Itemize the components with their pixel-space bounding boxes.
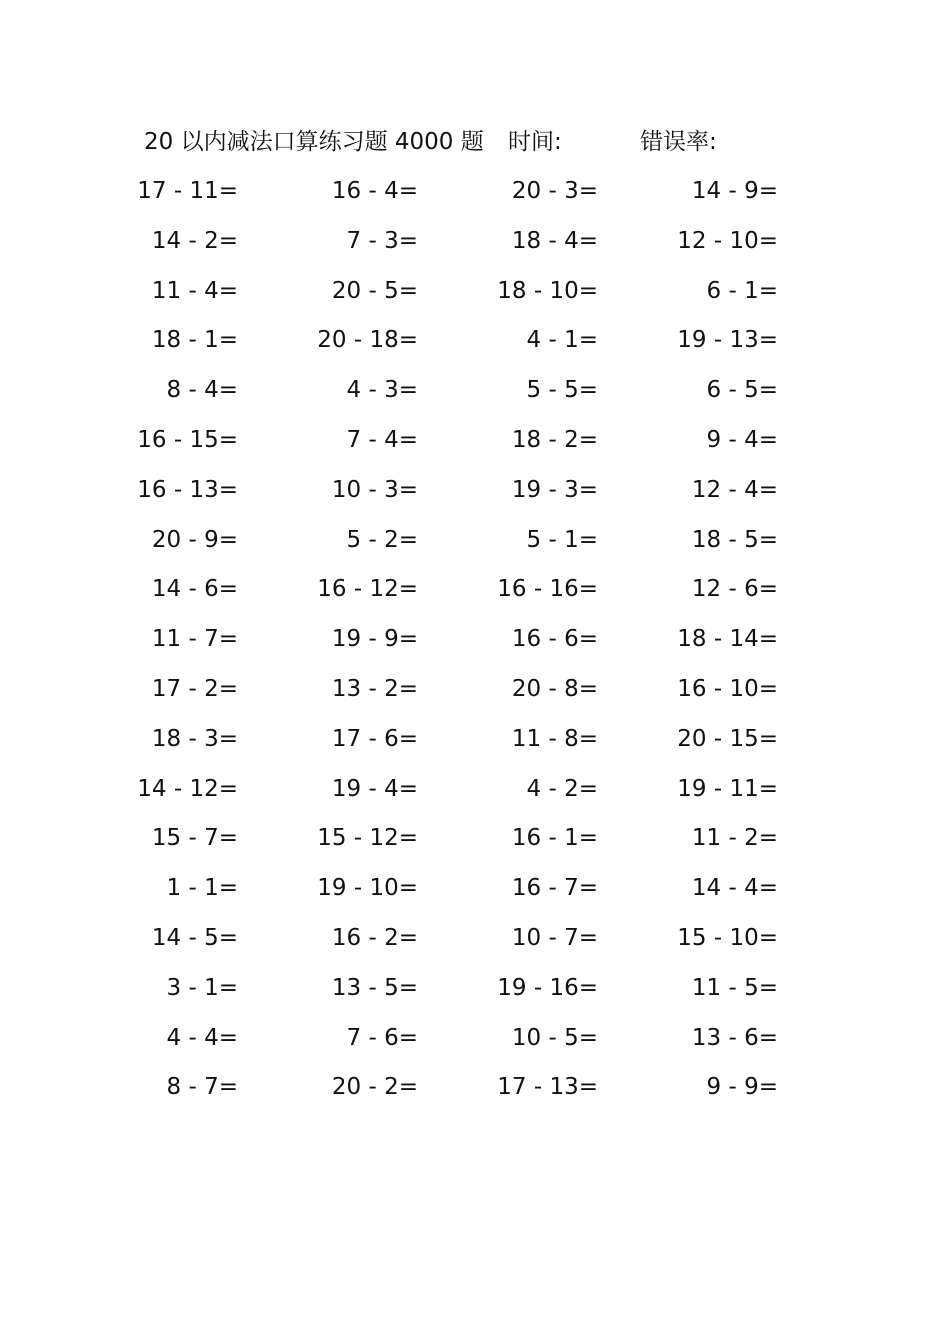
- problem-cell: 4 - 3=: [346, 377, 418, 404]
- problem-cell: 19 - 16=: [497, 974, 598, 1001]
- problem-row: [0, 1020, 950, 1070]
- problem-cell: 16 - 7=: [511, 875, 598, 902]
- problem-cell: 16 - 10=: [677, 675, 778, 702]
- problem-cell: 10 - 7=: [511, 924, 598, 951]
- problem-row: [0, 970, 950, 1020]
- problem-row: [0, 920, 950, 970]
- problem-cell: 16 - 4=: [331, 178, 418, 204]
- problem-cell: 11 - 7=: [151, 626, 238, 653]
- problem-row: [0, 173, 950, 223]
- problem-row: [0, 671, 950, 721]
- problem-cell: 18 - 10=: [497, 277, 598, 304]
- problem-cell: 17 - 13=: [497, 1074, 598, 1101]
- problem-cell: 5 - 1=: [526, 526, 598, 553]
- problem-cell: 13 - 6=: [691, 1024, 778, 1051]
- worksheet-header: [0, 124, 950, 160]
- problem-cell: 4 - 1=: [526, 327, 598, 354]
- problem-cell: 8 - 7=: [166, 1074, 238, 1101]
- problem-cell: 14 - 12=: [137, 775, 238, 802]
- problem-cell: 6 - 1=: [706, 277, 778, 304]
- problem-row: [0, 621, 950, 671]
- problem-cell: 12 - 10=: [677, 227, 778, 254]
- problem-cell: 10 - 3=: [331, 476, 418, 503]
- problem-cell: 11 - 2=: [691, 825, 778, 852]
- problem-cell: 12 - 4=: [691, 476, 778, 503]
- problem-cell: 14 - 4=: [691, 875, 778, 902]
- problem-cell: 11 - 8=: [511, 725, 598, 752]
- problem-row: [0, 771, 950, 821]
- problem-cell: 16 - 6=: [511, 626, 598, 653]
- problem-cell: 16 - 1=: [511, 825, 598, 852]
- problem-row: [0, 223, 950, 273]
- problem-row: [0, 322, 950, 372]
- problem-cell: 17 - 11=: [137, 178, 238, 204]
- problem-cell: 19 - 9=: [331, 626, 418, 653]
- problem-cell: 5 - 5=: [526, 377, 598, 404]
- problem-cell: 20 - 8=: [511, 675, 598, 702]
- problem-cell: 11 - 4=: [151, 277, 238, 304]
- problem-cell: 16 - 12=: [317, 576, 418, 603]
- problem-row: [0, 820, 950, 870]
- problem-cell: 17 - 6=: [331, 725, 418, 752]
- problem-row: [0, 472, 950, 522]
- problem-cell: 12 - 6=: [691, 576, 778, 603]
- problem-cell: 13 - 5=: [331, 974, 418, 1001]
- problem-cell: 18 - 2=: [511, 426, 598, 453]
- problem-row: [0, 870, 950, 920]
- problem-cell: 16 - 15=: [137, 426, 238, 453]
- problem-row: [0, 1069, 950, 1119]
- problem-cell: 18 - 14=: [677, 626, 778, 653]
- problem-cell: 5 - 2=: [346, 526, 418, 553]
- worksheet-title: 20 以内减法口算练习题 4000 题: [144, 129, 484, 155]
- problem-cell: 18 - 4=: [511, 227, 598, 254]
- problem-row: [0, 571, 950, 621]
- problem-cell: 9 - 4=: [706, 426, 778, 453]
- problem-cell: 4 - 4=: [166, 1024, 238, 1051]
- problem-cell: 20 - 3=: [511, 178, 598, 204]
- problem-cell: 20 - 5=: [331, 277, 418, 304]
- problem-cell: 9 - 9=: [706, 1074, 778, 1101]
- problem-row: [0, 522, 950, 572]
- problem-cell: 18 - 1=: [151, 327, 238, 354]
- problem-cell: 20 - 15=: [677, 725, 778, 752]
- problem-cell: 15 - 10=: [677, 924, 778, 951]
- problem-row: [0, 273, 950, 323]
- problem-cell: 18 - 5=: [691, 526, 778, 553]
- problem-cell: 16 - 2=: [331, 924, 418, 951]
- time-label: 时间:: [508, 129, 562, 155]
- problem-cell: 7 - 6=: [346, 1024, 418, 1051]
- problem-cell: 1 - 1=: [166, 875, 238, 902]
- problem-cell: 17 - 2=: [151, 675, 238, 702]
- problem-cell: 11 - 5=: [691, 974, 778, 1001]
- problem-cell: 6 - 5=: [706, 377, 778, 404]
- problem-row: [0, 372, 950, 422]
- problem-cell: 18 - 3=: [151, 725, 238, 752]
- problem-cell: 14 - 2=: [151, 227, 238, 254]
- problem-cell: 14 - 9=: [691, 178, 778, 204]
- problem-cell: 4 - 2=: [526, 775, 598, 802]
- problem-cell: 13 - 2=: [331, 675, 418, 702]
- problem-cell: 10 - 5=: [511, 1024, 598, 1051]
- error-rate-label: 错误率:: [640, 129, 717, 155]
- problem-cell: 7 - 3=: [346, 227, 418, 254]
- problem-cell: 20 - 9=: [151, 526, 238, 553]
- problem-cell: 3 - 1=: [166, 974, 238, 1001]
- problem-cell: 19 - 13=: [677, 327, 778, 354]
- problem-cell: 14 - 5=: [151, 924, 238, 951]
- problem-grid: [0, 173, 950, 1119]
- problem-row: [0, 422, 950, 472]
- problem-cell: 15 - 7=: [151, 825, 238, 852]
- problem-cell: 15 - 12=: [317, 825, 418, 852]
- problem-row: [0, 721, 950, 771]
- problem-cell: 20 - 18=: [317, 327, 418, 354]
- problem-cell: 19 - 3=: [511, 476, 598, 503]
- problem-cell: 16 - 16=: [497, 576, 598, 603]
- problem-cell: 19 - 10=: [317, 875, 418, 902]
- problem-cell: 19 - 11=: [677, 775, 778, 802]
- problem-cell: 7 - 4=: [346, 426, 418, 453]
- problem-cell: 16 - 13=: [137, 476, 238, 503]
- problem-cell: 19 - 4=: [331, 775, 418, 802]
- problem-cell: 20 - 2=: [331, 1074, 418, 1101]
- problem-cell: 8 - 4=: [166, 377, 238, 404]
- problem-cell: 14 - 6=: [151, 576, 238, 603]
